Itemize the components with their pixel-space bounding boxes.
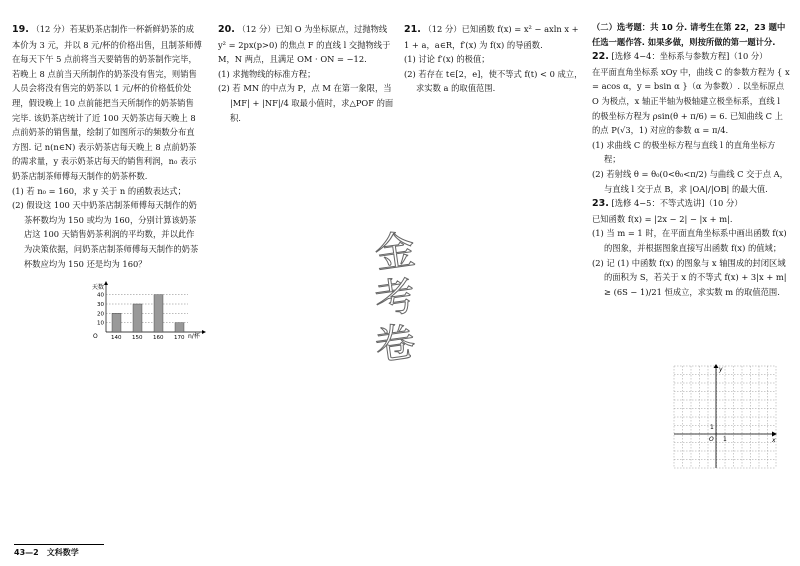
x-tick-label: 150: [132, 335, 143, 341]
watermark-char: 考: [372, 272, 419, 324]
watermark-char: 卷: [372, 318, 419, 370]
subquestion-1: (1) 讨论 f′(x) 的极值；: [404, 54, 490, 65]
question-stem: （12 分）若某奶茶店制作一杯新鲜奶茶的成本价为 3 元，并以 8 元/杯的价格出售，且制茶师傅在每天下午 5 点前将当天要销售的奶茶制作完毕，若晚上 8 点前当天所制作的奶茶没有售完，则销售人员会将没有售完的奶茶以 1 元/杯的价格低价处理，假设晚上 10 点前能把当天所制作的奶茶销售完毕. 该奶茶店统计了近 100 天奶茶店每天晚上 8 点前奶茶的销售量，绘制了如图所示的频数分布直方图. 记 n(n∈N) 表示奶茶店每天晚上 8 点前奶茶的需求量，y 表示奶茶店每天的销售利润，n₀ 表示奶茶店制茶师傅每天制作的奶茶杯数.: [12, 24, 202, 181]
question-20: [218, 22, 394, 125]
question-stem: 已知函数 f(x) = |2x − 2| − |x + m|.: [592, 213, 733, 224]
question-header: [选修 4−5：不等式选讲]（10 分）: [611, 198, 743, 209]
histogram-bar: [133, 304, 142, 332]
question-header: [选修 4−4：坐标系与参数方程]（10 分）: [611, 51, 768, 62]
subquestion-2: (2) 若射线 θ = θ₀(0<θ₀<π/2) 与曲线 C 交于点 A，与直线 l 交于点 B，求 |OA|/|OB| 的最大值.: [592, 168, 788, 194]
x-tick-label: 160: [153, 335, 164, 341]
grid-unit-x: 1: [723, 436, 727, 443]
grid-unit-y: 1: [710, 424, 714, 431]
question-stem: （12 分）已知函数 f(x) = x² − axln x + 1 + a，a∈R，f′(x) 为 f(x) 的导函数.: [404, 24, 579, 50]
question-19: [12, 22, 202, 271]
origin-label: O: [93, 333, 98, 340]
subquestion-2: (2) 若 MN 的中点为 P，点 M 在第一象限，当 |MF| + |NF|/4 取最小值时，求△POF 的面积.: [218, 83, 394, 123]
histogram-bar: [175, 323, 184, 332]
question-stem: （12 分）已知 O 为坐标原点，过抛物线 y² = 2px(p>0) 的焦点 F 的直线 l 交抛物线于 M，N 两点，且满足 OM · ON = −12.: [218, 24, 391, 65]
coordinate-grid: [672, 364, 780, 472]
question-stem: 在平面直角坐标系 xOy 中，曲线 C 的参数方程为 { x = acos α，y = bsin α }（α 为参数）. 以坐标原点 O 为极点，x 轴正半轴为极轴建立极坐标系，直线 l 的极坐标方程为 ρsin(θ + π/6) = 6. 已知曲线 C 上的点 P(√3，1) 对应的参数 α = π/4.: [592, 66, 790, 136]
watermark-char: 金: [372, 226, 419, 278]
question-number: 22.: [592, 51, 609, 63]
watermark: [372, 226, 435, 378]
question-number: 19.: [12, 24, 29, 35]
y-arrow-icon: [104, 281, 108, 285]
subquestion-2: (2) 记 (1) 中函数 f(x) 的图象与 x 轴围成的封闭区域的面积为 S，若关于 x 的不等式 f(x) + 3|x + m| ≥ (6S − 1)/21 恒成立，求实数 m 的取值范围.: [592, 257, 787, 297]
optional-section: [592, 20, 790, 299]
subquestion-1: (1) 当 m = 1 时，在平面直角坐标系中画出函数 f(x) 的图象，并根据图象直接写出函数 f(x) 的值域；: [592, 228, 787, 253]
histogram-bar: [154, 295, 163, 332]
x-arrow-icon: [202, 330, 206, 334]
subquestion-2: (2) 假设这 100 天中奶茶店制茶师傅每天制作的奶茶杯数均为 150 或均为 160，分别计算该奶茶店这 100 天销售奶茶利润的平均数，并以此作为决策依据，问奶茶店制茶师傅每天制作的奶茶杯数应均为 150 还是均为 160？: [12, 200, 199, 269]
histogram-bar: [112, 313, 121, 332]
frequency-histogram: [92, 280, 212, 346]
y-tick-label: 20: [97, 311, 104, 318]
x-tick-label: 140: [111, 335, 122, 341]
question-21: [404, 22, 584, 96]
y-tick-label: 40: [97, 292, 104, 299]
subquestion-1: (1) 求抛物线的标准方程；: [218, 68, 316, 79]
subquestion-1: (1) 求曲线 C 的极坐标方程与直线 l 的直角坐标方程；: [592, 139, 776, 165]
y-axis-label: 天数: [92, 284, 105, 291]
x-tick-label: 170: [174, 335, 185, 341]
grid-y-label: y: [719, 366, 723, 373]
grid-x-label: x: [772, 437, 776, 444]
grid-origin-label: O: [709, 436, 714, 443]
section-title: （二）选考题：共 10 分. 请考生在第 22，23 题中任选一题作答. 如果多做，则按所做的第一题计分.: [592, 22, 786, 47]
y-tick-label: 10: [97, 320, 104, 327]
page-footer: 43—2 文科数学: [14, 544, 104, 558]
y-tick-label: 30: [97, 302, 104, 308]
question-number: 20.: [218, 24, 235, 35]
question-number: 21.: [404, 24, 421, 35]
subquestion-2: (2) 若存在 t∈[2，e]，使不等式 f(t) < 0 成立，求实数 a 的取值范围.: [404, 68, 583, 94]
subquestion-1: (1) 若 n₀ = 160，求 y 关于 n 的函数表达式；: [12, 185, 186, 196]
question-number: 23.: [592, 198, 609, 210]
x-axis-label: n/杯: [188, 333, 200, 340]
